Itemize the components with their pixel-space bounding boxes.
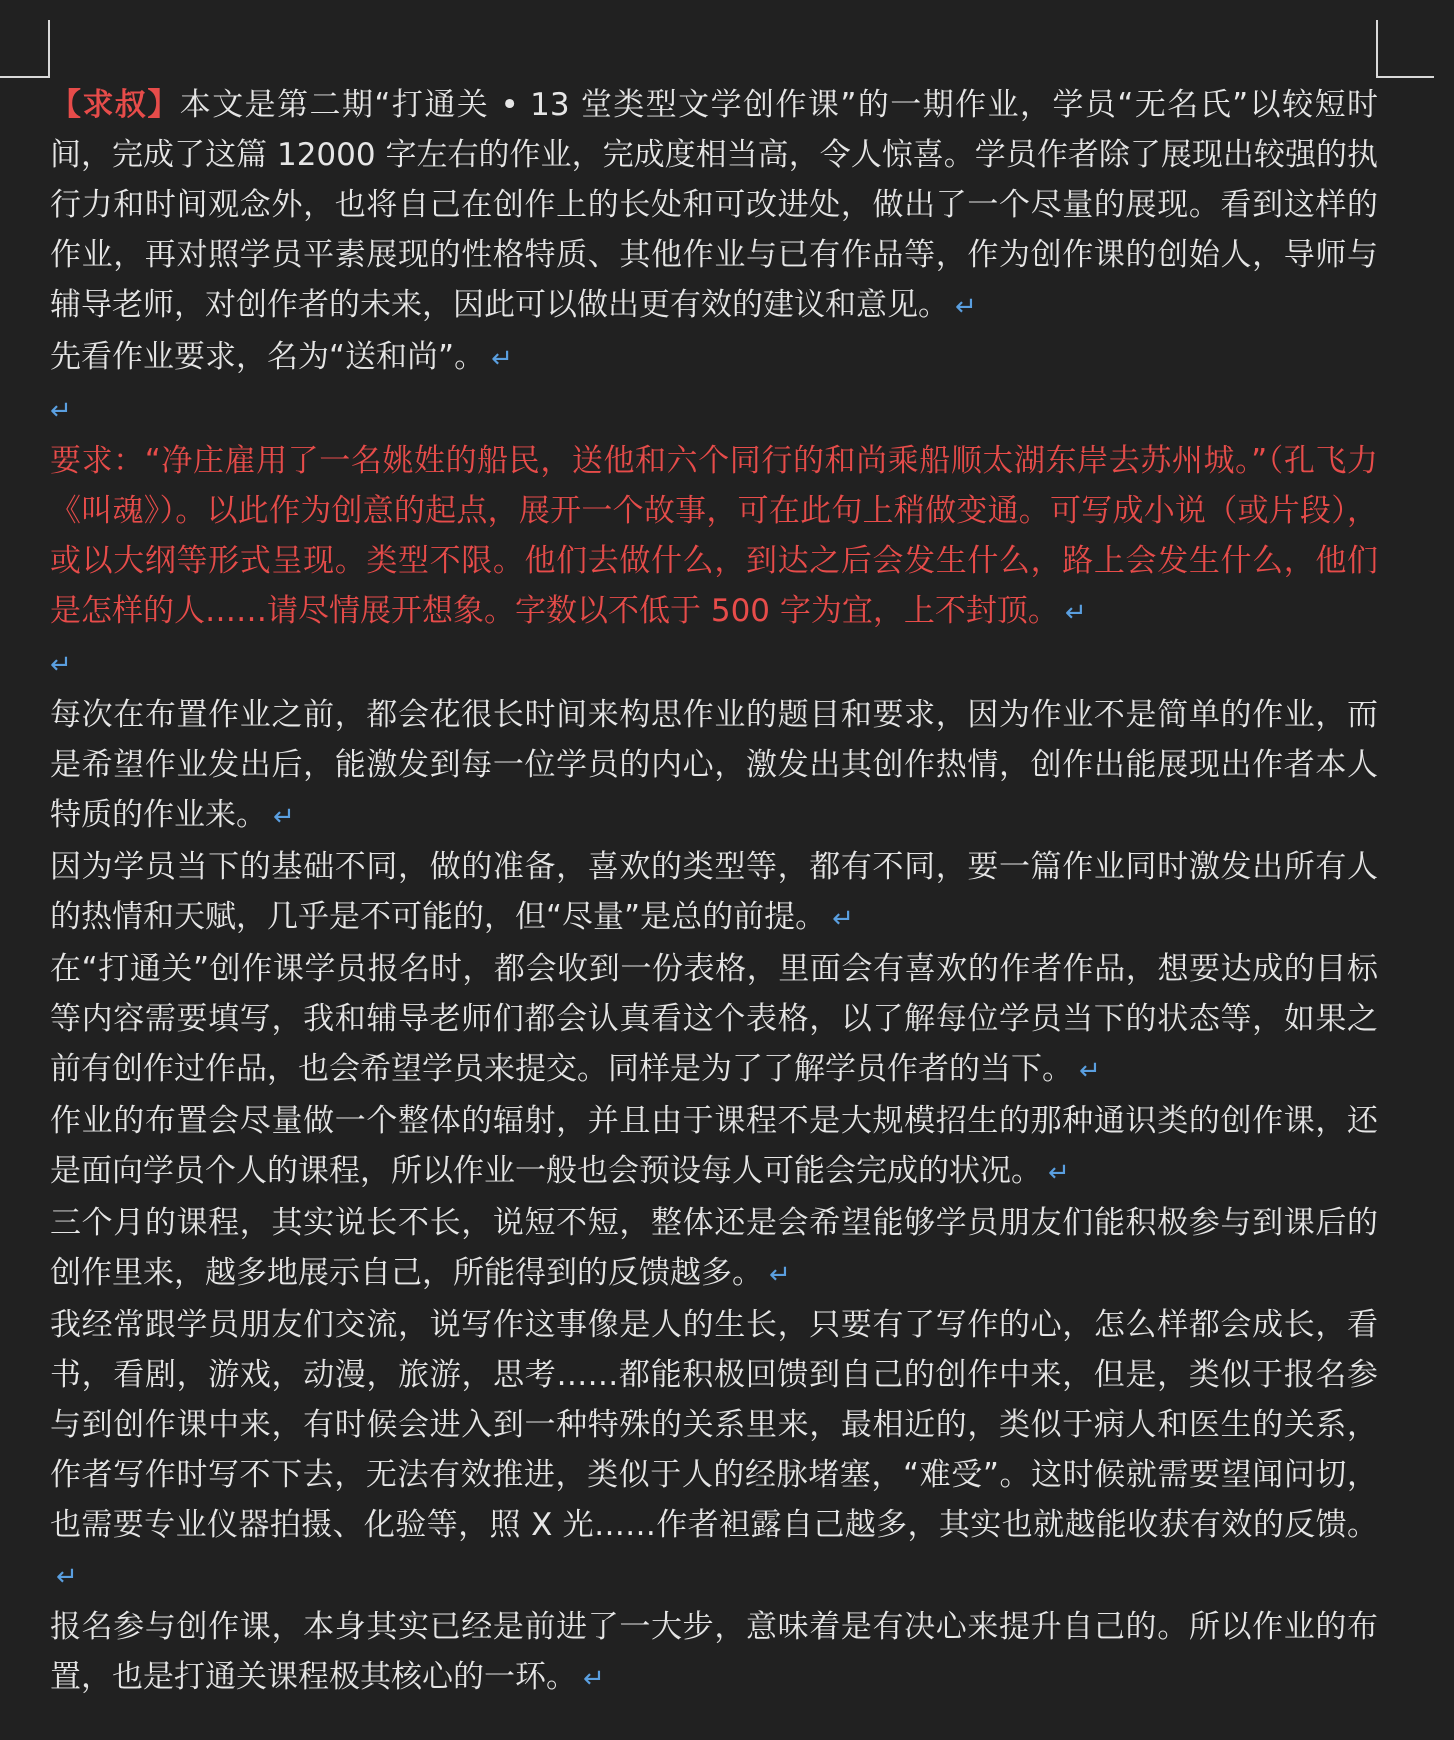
crop-mark-top-right <box>1376 20 1434 78</box>
paragraph-mark-icon: ↵ <box>491 344 513 374</box>
paragraph-mark-icon: ↵ <box>583 1664 605 1694</box>
paragraph-mark-icon: ↵ <box>273 802 295 832</box>
empty-paragraph <box>50 384 1378 436</box>
paragraph-body <box>50 944 1378 1096</box>
paragraph-mark-icon: ↵ <box>50 650 72 680</box>
paragraph-mark-icon: ↵ <box>1079 1056 1101 1086</box>
paragraph-mark-icon: ↵ <box>1048 1158 1070 1188</box>
paragraph-text: 在“打通关”创作课学员报名时，都会收到一份表格，里面会有喜欢的作者作品，想要达成的目标等内容需要填写，我和辅导老师们都会认真看这个表格，以了解每位学员当下的状态等，如果之前有创作过作品，也会希望学员来提交。同样是为了了解学员作者的当下。 <box>50 951 1378 1087</box>
paragraph-mark-icon: ↵ <box>50 396 72 426</box>
paragraph-mark-icon: ↵ <box>832 904 854 934</box>
paragraph-text: 报名参与创作课，本身其实已经是前进了一大步，意味着是有决心来提升自己的。所以作业的布置，也是打通关课程极其核心的一环。 <box>50 1609 1378 1695</box>
document-body[interactable] <box>50 80 1378 1704</box>
paragraph-body <box>50 1300 1378 1602</box>
paragraph-mark-icon: ↵ <box>955 292 977 322</box>
paragraph-mark-icon: ↵ <box>769 1260 791 1290</box>
paragraph-text: 我经常跟学员朋友们交流，说写作这事像是人的生长，只要有了写作的心，怎么样都会成长，看书，看剧，游戏，动漫，旅游，思考……都能积极回馈到自己的创作中来，但是，类似于报名参与到创作课中来，有时候会进入到一种特殊的关系里来，最相近的，类似于病人和医生的关系，作者写作时写不下去，无法有效推进，类似于人的经脉堵塞，“难受”。这时候就需要望闻问切，也需要专业仪器拍摄、化验等，照 X 光……作者袒露自己越多，其实也就越能收获有效的反馈。 <box>50 1307 1378 1543</box>
paragraph-text: 三个月的课程，其实说长不长，说短不短，整体还是会希望能够学员朋友们能积极参与到课后的创作里来，越多地展示自己，所能得到的反馈越多。 <box>50 1205 1378 1291</box>
paragraph-body <box>50 690 1378 842</box>
crop-mark-top-left <box>0 20 50 78</box>
paragraph-mark-icon: ↵ <box>1064 598 1087 628</box>
paragraph-text: 本文是第二期“打通关 • 13 堂类型文学创作课”的一期作业，学员“无名氏”以较短时间，完成了这篇 12000 字左右的作业，完成度相当高，令人惊喜。学员作者除了展现出较强的执行力和时间观念外，也将自己在创作上的长处和可改进处，做出了一个尽量的展现。看到这样的作业，再对照学员平素展现的性格特质、其他作业与已有作品等，作为创作课的创始人，导师与辅导老师，对创作者的未来，因此可以做出更有效的建议和意见。 <box>50 87 1379 323</box>
paragraph-mark-icon: ↵ <box>56 1562 78 1592</box>
paragraph-body <box>50 1096 1378 1198</box>
paragraph-body <box>50 1198 1378 1300</box>
paragraph-requirement <box>50 436 1378 638</box>
paragraph-body <box>50 1602 1378 1704</box>
paragraph-assignment-intro <box>50 332 1378 384</box>
paragraph-body <box>50 842 1378 944</box>
paragraph-text: 作业的布置会尽量做一个整体的辐射，并且由于课程不是大规模招生的那种通识类的创作课，还是面向学员个人的课程，所以作业一般也会预设每人可能会完成的状况。 <box>50 1103 1378 1189</box>
paragraph-text: 因为学员当下的基础不同，做的准备，喜欢的类型等，都有不同，要一篇作业同时激发出所有人的热情和天赋，几乎是不可能的，但“尽量”是总的前提。 <box>50 849 1378 935</box>
author-tag: 【求叔】 <box>50 87 180 123</box>
paragraph-text: 要求：“净庄雇用了一名姚姓的船民，送他和六个同行的和尚乘船顺太湖东岸去苏州城。”（孔飞力《叫魂》）。以此作为创意的起点，展开一个故事，可在此句上稍做变通。可写成小说（或片段），或以大纲等形式呈现。类型不限。他们去做什么，到达之后会发生什么，路上会发生什么，他们是怎样的人……请尽情展开想象。字数以不低于 500 字为宜，上不封顶。 <box>50 443 1378 629</box>
paragraph-intro <box>50 80 1378 332</box>
paragraph-text: 每次在布置作业之前，都会花很长时间来构思作业的题目和要求，因为作业不是简单的作业，而是希望作业发出后，能激发到每一位学员的内心，激发出其创作热情，创作出能展现出作者本人特质的作业来。 <box>50 697 1378 833</box>
empty-paragraph <box>50 638 1378 690</box>
paragraph-text: 先看作业要求，名为“送和尚”。 <box>50 339 486 375</box>
